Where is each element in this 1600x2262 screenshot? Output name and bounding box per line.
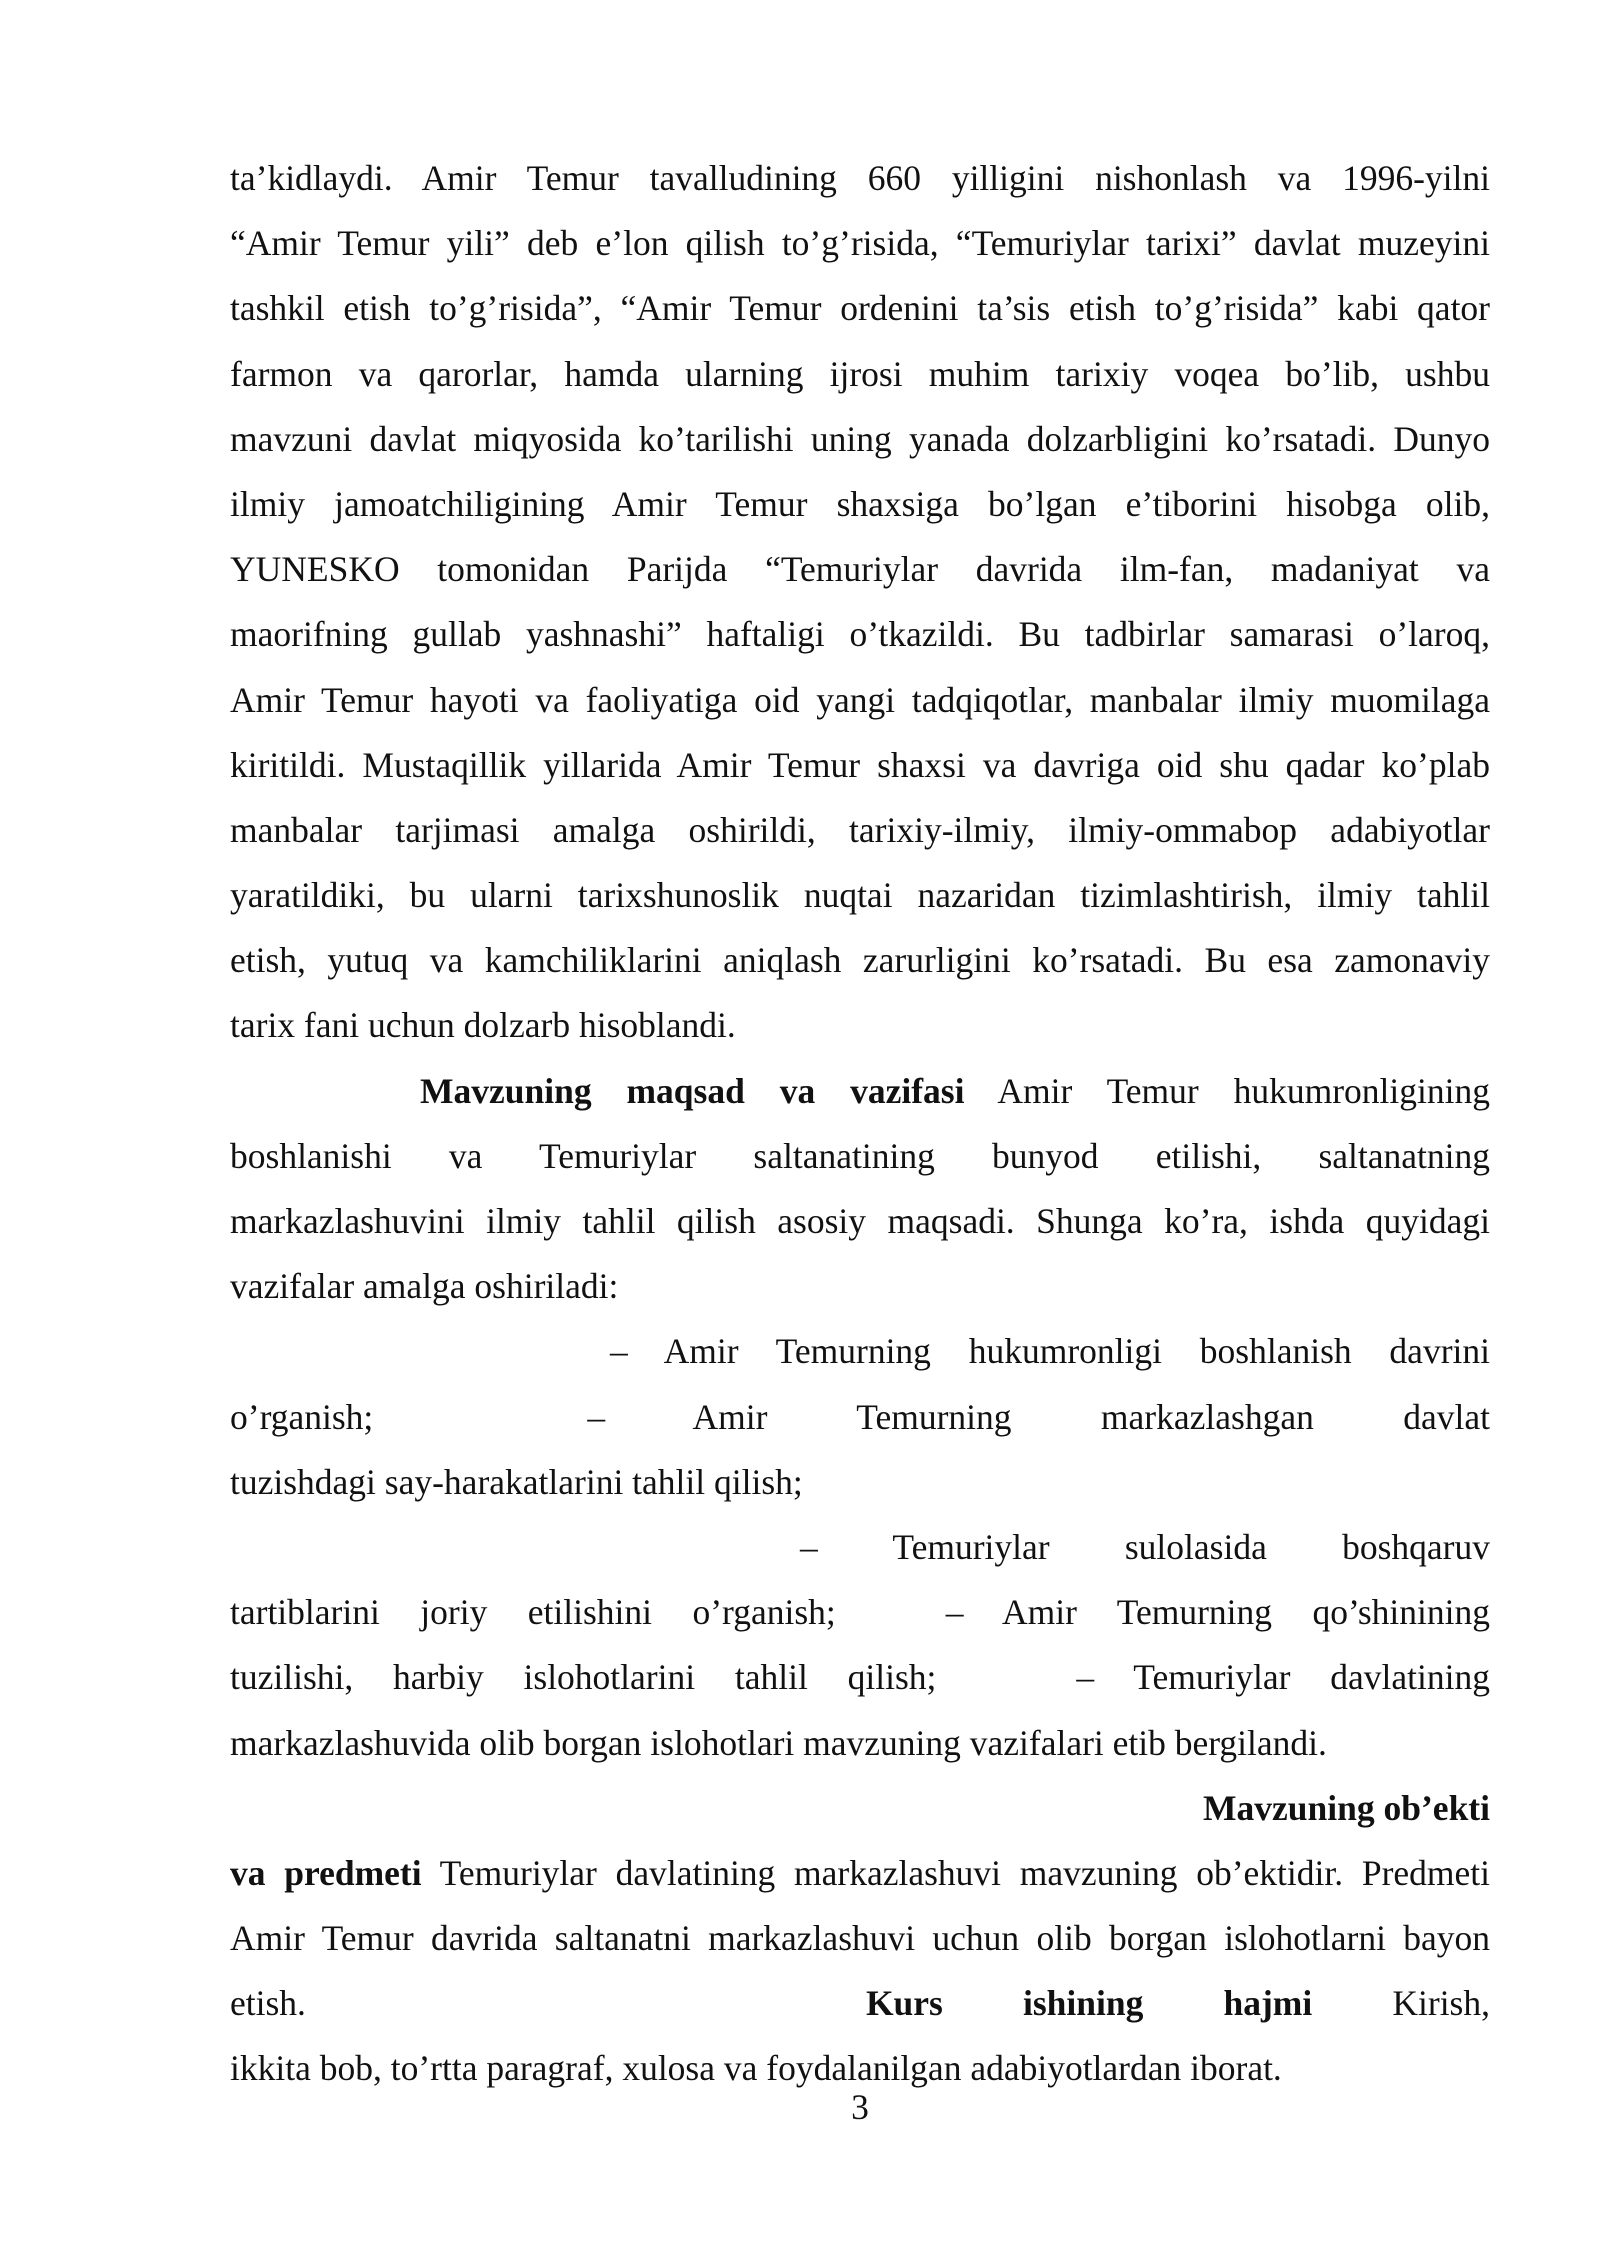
text-line: ilmiy jamoatchiligining Amir Temur shaxsiga bo’lgan e’tiborini hisobga olib, xyxy=(230,483,1490,524)
task-item: – Temuriylar sulolasida boshqaruv xyxy=(800,1526,1490,1567)
text-line: farmon va qarorlar, hamda ularning ijrosi muhim tarixiy voqea bo’lib, ushbu xyxy=(230,353,1490,394)
text-line: mavzuni davlat miqyosida ko’tarilishi uning yanada dolzarbligini ko’rsatadi. Dunyo xyxy=(230,418,1490,459)
object-heading-line xyxy=(230,1776,1490,1841)
text-line: maorifning gullab yashnashi” haftaligi o’tkazildi. Bu tadbirlar samarasi o’laroq, xyxy=(230,614,1490,655)
object-heading-cont: va predmeti xyxy=(230,1852,422,1893)
text-line: manbalar tarjimasi amalga oshirildi, tarixiy-ilmiy, ilmiy-ommabop adabiyotlar xyxy=(230,809,1490,850)
text-line: ta’kidlaydi. Amir Temur tavalludining 660 yilligini nishonlash va 1996-yilni xyxy=(230,158,1490,198)
task-item xyxy=(230,1385,1490,1450)
object-line xyxy=(230,1841,1490,1906)
goal-line xyxy=(230,1059,1490,1124)
text-line: yaratildiki, bu ularni tarixshunoslik nuqtai nazaridan tizimlashtirish, ilmiy tahlil xyxy=(230,875,1490,916)
task-text: tuzilishi, harbiy islohotlarini tahlil qilish; xyxy=(230,1657,937,1698)
task-text: tartiblarini joriy etilishini o’rganish; xyxy=(230,1592,836,1633)
volume-text: Kirish, xyxy=(1312,1983,1490,2024)
text-line: Amir Temur hayoti va faoliyatiga oid yangi tadqiqotlar, manbalar ilmiy muomilaga xyxy=(230,679,1490,720)
text-line: kiritildi. Mustaqillik yillarida Amir Temur shaxsi va davriga oid shu qadar ko’plab xyxy=(230,744,1490,785)
task-text: – Temuriylar davlatining xyxy=(1076,1657,1490,1698)
task-item: markazlashuvida olib borgan islohotlari mavzuning vazifalari etib bergilandi. xyxy=(230,1722,1327,1763)
object-text: etish. xyxy=(230,1983,306,2024)
task-item: tuzishdagi say-harakatlarini tahlil qilish; xyxy=(230,1461,803,1502)
object-heading: Mavzuning ob’ekti xyxy=(1203,1787,1490,1828)
text-line: etish, yutuq va kamchiliklarini aniqlash zarurligini ko’rsatadi. Bu esa zamonaviy xyxy=(230,940,1490,981)
task-item: – Amir Temurning hukumronligi boshlanish davrini xyxy=(610,1331,1490,1372)
task-item xyxy=(230,1580,1490,1645)
text-line: ikkita bob, to’rtta paragraf, xulosa va foydalanilgan adabiyotlardan iborat. xyxy=(230,2048,1282,2089)
object-paragraph xyxy=(230,1776,1490,2102)
volume-line xyxy=(230,1971,1490,2036)
goal-paragraph xyxy=(230,1059,1490,1320)
text-line: boshlanishi va Temuriylar saltanatining bunyod etilishi, saltanatning xyxy=(230,1135,1490,1176)
document-page xyxy=(230,146,1490,2102)
object-text: Temuriylar davlatining markazlashuvi mavzuning ob’ektidir. Predmeti xyxy=(421,1852,1490,1893)
task-text: – Amir Temurning markazlashgan davlat xyxy=(587,1396,1490,1437)
tasks-list xyxy=(230,1319,1490,1775)
text-line: “Amir Temur yili” deb e’lon qilish to’g’risida, “Temuriylar tarixi” davlat muzeyini xyxy=(230,223,1490,264)
text-line: tashkil etish to’g’risida”, “Amir Temur ordenini ta’sis etish to’g’risida” kabi qator xyxy=(230,288,1490,329)
text-line: vazifalar amalga oshiriladi: xyxy=(230,1266,619,1307)
task-text: o’rganish; xyxy=(230,1396,374,1437)
task-text: – Amir Temurning qo’shinining xyxy=(945,1592,1490,1633)
goal-text: Amir Temur hukumronligining xyxy=(964,1070,1490,1111)
volume-heading: Kurs ishining hajmi xyxy=(865,1983,1313,2024)
page-number: 3 xyxy=(851,2087,869,2127)
goal-heading: Mavzuning maqsad va vazifasi xyxy=(420,1070,965,1111)
text-line: YUNESKO tomonidan Parijda “Temuriylar davrida ilm-fan, madaniyat va xyxy=(230,549,1490,590)
text-line: Amir Temur davrida saltanatni markazlashuvi uchun olib borgan islohotlarni bayon xyxy=(230,1918,1490,1959)
intro-paragraph xyxy=(230,146,1490,1059)
text-line: markazlashuvini ilmiy tahlil qilish asosiy maqsadi. Shunga ko’ra, ishda quyidagi xyxy=(230,1201,1490,1241)
text-line: tarix fani uchun dolzarb hisoblandi. xyxy=(230,1005,736,1046)
task-item xyxy=(230,1645,1490,1710)
